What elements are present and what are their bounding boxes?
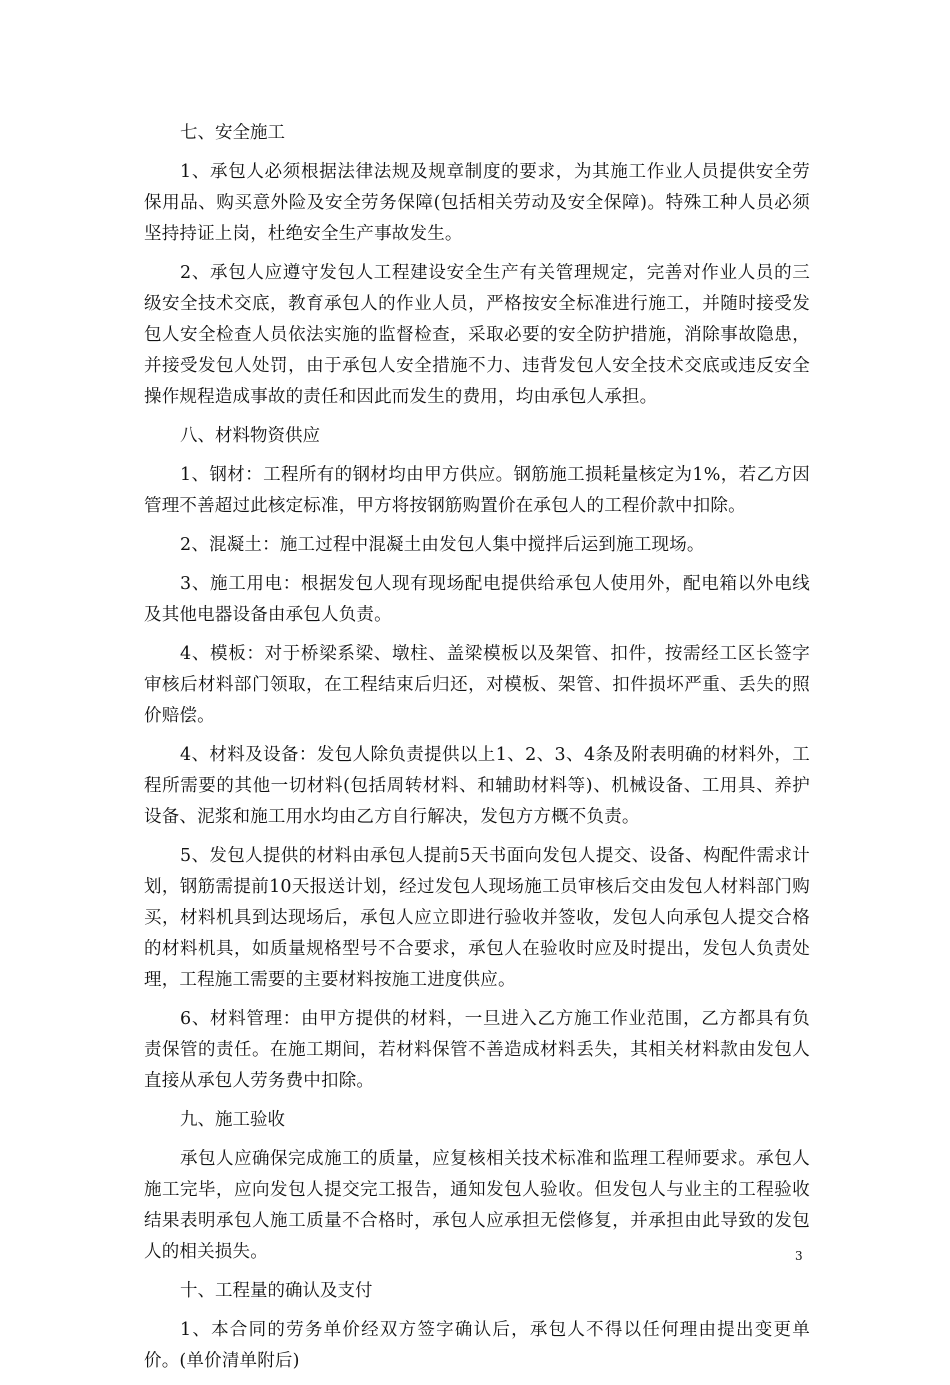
page-number: 3	[795, 1249, 803, 1263]
paragraph-safety-2: 2、承包人应遵守发包人工程建设安全生产有关管理规定，完善对作业人员的三级安全技术交底，教育承包人的作业人员，严格按安全标准进行施工，并随时接受发包人安全检查人员依法实施的监督检查，采取必要的安全防护措施，消除事故隐患，并接受发包人处罚，由于承包人安全措施不力、违背发包人安全技术交底或违反安全操作规程造成事故的责任和因此而发生的费用，均由承包人承担。	[144, 263, 810, 407]
section-heading-acceptance: 九、施工验收	[180, 1110, 285, 1130]
section-heading-materials: 八、材料物资供应	[180, 426, 320, 446]
document-content	[144, 118, 810, 1385]
paragraph-materials-steel: 1、钢材：工程所有的钢材均由甲方供应。钢筋施工损耗量核定为1%，若乙方因管理不善超过此核定标准，甲方将按钢筋购置价在承包人的工程价款中扣除。	[144, 465, 810, 516]
paragraph-safety-1: 1、承包人必须根据法律法规及规章制度的要求，为其施工作业人员提供安全劳保用品、购买意外险及安全劳务保障(包括相关劳动及安全保障)。特殊工种人员必须坚持持证上岗，杜绝安全生产事故发生。	[144, 162, 810, 244]
paragraph-materials-formwork: 4、模板：对于桥梁系梁、墩柱、盖梁模板以及架管、扣件，按需经工区长签字审核后材料部门领取，在工程结束后归还，对模板、架管、扣件损坏严重、丢失的照价赔偿。	[144, 644, 810, 726]
paragraph-acceptance: 承包人应确保完成施工的质量，应复核相关技术标准和监理工程师要求。承包人施工完毕，应向发包人提交完工报告，通知发包人验收。但发包人与业主的工程验收结果表明承包人施工质量不合格时，承包人应承担无偿修复，并承担由此导致的发包人的相关损失。	[144, 1149, 810, 1262]
paragraph-materials-supply-plan: 5、发包人提供的材料由承包人提前5天书面向发包人提交、设备、构配件需求计划，钢筋需提前10天报送计划，经过发包人现场施工员审核后交由发包人材料部门购买，材料机具到达现场后，承包人应立即进行验收并签收，发包人向承包人提交合格的材料机具，如质量规格型号不合要求，承包人在验收时应及时提出，发包人负责处理，工程施工需要的主要材料按施工进度供应。	[144, 846, 810, 990]
paragraph-materials-concrete: 2、混凝土：施工过程中混凝土由发包人集中搅拌后运到施工现场。	[180, 535, 705, 555]
paragraph-payment-1: 1、本合同的劳务单价经双方签字确认后，承包人不得以任何理由提出变更单价。(单价清单附后)	[144, 1320, 810, 1371]
paragraph-materials-power: 3、施工用电：根据发包人现有现场配电提供给承包人使用外，配电箱以外电线及其他电器设备由承包人负责。	[144, 574, 810, 625]
section-heading-payment: 十、工程量的确认及支付	[180, 1281, 373, 1301]
paragraph-materials-equipment: 4、材料及设备：发包人除负责提供以上1、2、3、4条及附表明确的材料外，工程所需要的其他一切材料(包括周转材料、和辅助材料等)、机械设备、工用具、养护设备、泥浆和施工用水均由乙方自行解决，发包方方概不负责。	[144, 745, 810, 827]
paragraph-materials-management: 6、材料管理：由甲方提供的材料，一旦进入乙方施工作业范围，乙方都具有负责保管的责任。在施工期间，若材料保管不善造成材料丢失，其相关材料款由发包人直接从承包人劳务费中扣除。	[144, 1009, 810, 1091]
section-heading-safety: 七、安全施工	[180, 123, 285, 143]
